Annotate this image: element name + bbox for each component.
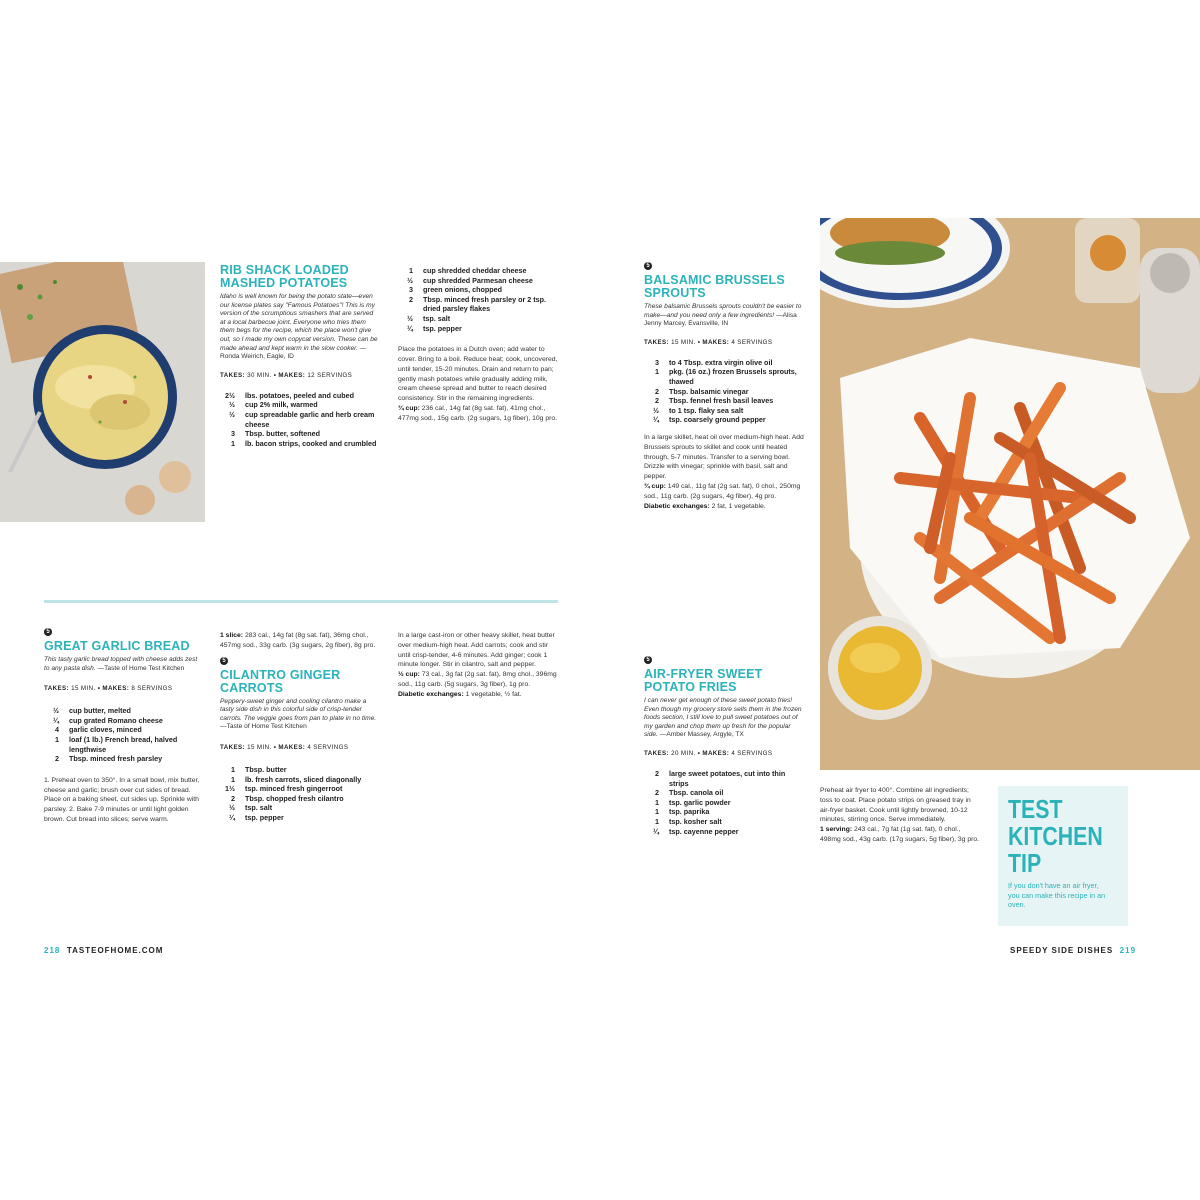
ingredient-text: Tbsp. butter — [245, 764, 287, 774]
ingredient-item — [220, 400, 380, 410]
ingredient-quantity: ¼ — [407, 323, 413, 333]
ingredient-text: tsp. pepper — [245, 812, 284, 822]
ingredient-item — [644, 396, 804, 406]
ingredient-text: tsp. paprika — [669, 807, 710, 817]
quick-recipe-icon: 5 — [220, 657, 228, 665]
nutrition-info: ½ cup: 73 cal., 3g fat (2g sat. fat), 8mg chol., 396mg sod., 11g carb. (5g sugars, 3g fiber), 1g pro. Diabetic exchanges: 1 vegetable, ½ fat. — [398, 671, 557, 698]
mashed-potatoes-photo — [0, 262, 205, 522]
ingredient-text: lb. bacon strips, cooked and crumbled — [245, 438, 377, 448]
ingredient-quantity: ½ — [229, 803, 235, 813]
recipe-title: AIR-FRYER SWEET POTATO FRIES — [644, 667, 763, 694]
tip-heading-line2: KITCHEN — [1008, 821, 1103, 851]
ingredient-quantity: ¼ — [53, 715, 59, 725]
ingredient-item — [44, 706, 204, 716]
ingredient-list — [220, 391, 380, 449]
ingredient-text: garlic cloves, minced — [69, 725, 142, 735]
ingredient-quantity: 1 — [655, 807, 659, 817]
ingredient-text: cup butter, melted — [69, 706, 131, 716]
recipe-title: RIB SHACK LOADED MASHED POTATOES — [220, 263, 349, 290]
tip-heading-line3: TIP — [1008, 848, 1042, 878]
ingredient-quantity: 2 — [231, 793, 235, 803]
ingredient-quantity: ½ — [653, 405, 659, 415]
quick-recipe-icon: 5 — [644, 262, 652, 270]
ingredient-item — [644, 798, 804, 808]
ingredient-text: cup grated Romano cheese — [69, 715, 163, 725]
ingredient-item — [220, 439, 380, 449]
ingredient-quantity: 2½ — [225, 390, 235, 400]
ingredient-item — [398, 266, 558, 276]
ingredient-text: Tbsp. balsamic vinegar — [669, 386, 749, 396]
ingredient-text: tsp. pepper — [423, 323, 462, 333]
ingredient-text: large sweet potatoes, cut into thin strips — [669, 768, 786, 788]
nutrition-info: ¾ cup: 236 cal., 14g fat (8g sat. fat), 41mg chol., 477mg sod., 15g carb. (2g sugars, 1g fiber), 10g pro. — [398, 404, 558, 422]
nutrition-info: ¾ cup: 149 cal., 11g fat (2g sat. fat), 0 chol., 250mg sod., 11g carb. (2g sugars, 4g fiber), 4g pro. Diabetic exchanges: 2 fat, 1 vegetable. — [644, 482, 801, 510]
ingredient-quantity: 2 — [655, 788, 659, 798]
tip-body: If you don't have an air fryer, you can make this recipe in an oven. — [1008, 881, 1106, 910]
ingredient-text: lbs. potatoes, peeled and cubed — [245, 390, 355, 400]
ingredient-quantity: 2 — [655, 386, 659, 396]
ingredient-item — [644, 769, 804, 788]
ingredient-item — [398, 295, 558, 314]
ingredient-item — [644, 358, 804, 368]
ingredient-item — [398, 314, 558, 324]
ingredient-quantity: ¼ — [653, 415, 659, 425]
ingredient-quantity: 2 — [655, 396, 659, 406]
ingredient-item — [644, 406, 804, 416]
ingredient-text: green onions, chopped — [423, 285, 503, 295]
ingredient-item — [644, 367, 804, 386]
ingredient-quantity: 1 — [55, 734, 59, 744]
ingredient-text: Tbsp. butter, softened — [245, 429, 321, 439]
ingredient-quantity: 3 — [409, 285, 413, 295]
ingredient-list — [44, 706, 204, 764]
ingredient-text: lb. fresh carrots, sliced diagonally — [245, 774, 362, 784]
footer-site: TASTEOFHOME.COM — [66, 946, 164, 955]
ingredient-quantity: ¼ — [653, 826, 659, 836]
ingredient-quantity: ½ — [229, 409, 235, 419]
ingredient-text: Tbsp. minced fresh parsley or 2 tsp. dried parsley flakes — [423, 294, 547, 314]
recipe-intro: This tasty garlic bread topped with cheese adds zest to any pasta dish. —Taste of Home Test Kitchen — [44, 656, 198, 672]
ingredient-text: cup 2% milk, warmed — [245, 400, 318, 410]
ingredient-quantity: 2 — [655, 768, 659, 778]
ingredient-item — [644, 415, 804, 425]
ingredient-text: cup shredded Parmesan cheese — [423, 275, 533, 285]
recipe-meta: TAKES: 15 MIN. • MAKES: 4 SERVINGS — [220, 743, 349, 751]
ingredient-quantity: ½ — [53, 706, 59, 716]
nutrition-info: 1 serving: 243 cal., 7g fat (1g sat. fat), 0 chol., 498mg sod., 43g carb. (17g sugars, 5g fiber), 3g pro. — [820, 826, 980, 843]
ingredient-item — [44, 735, 204, 754]
ingredient-text: pkg. (16 oz.) frozen Brussels sprouts, thawed — [669, 367, 797, 386]
ingredient-item — [220, 391, 380, 401]
recipe-method: In a large skillet, heat oil over medium-high heat. Add Brussels sprouts to skillet and cook until heated through, 5-7 minutes. Transfer to a serving bowl. Drizzle with vinegar; sprinkle with basil, salt and pepper. — [644, 433, 804, 481]
ingredient-list — [220, 765, 380, 823]
recipe-title: GREAT GARLIC BREAD — [44, 639, 190, 653]
recipe-meta: TAKES: 15 MIN. • MAKES: 8 SERVINGS — [44, 685, 173, 693]
ingredient-quantity: 1 — [655, 797, 659, 807]
recipe-meta: TAKES: 30 MIN. • MAKES: 12 SERVINGS — [220, 371, 353, 379]
recipe-intro: These balsamic Brussels sprouts couldn't be easier to make—and you need only a few ingredients! —Alisa Jenny Marcey, Evansville, IN — [644, 303, 802, 328]
ingredient-text: Tbsp. fennel fresh basil leaves — [669, 396, 774, 406]
page-number: 218 — [44, 946, 61, 955]
ingredient-quantity: 1 — [409, 266, 413, 275]
ingredient-quantity: 2 — [409, 294, 413, 304]
tip-heading-line1: TEST — [1008, 794, 1063, 824]
ingredient-item — [644, 387, 804, 397]
ingredient-text: to 4 Tbsp. extra virgin olive oil — [669, 357, 773, 367]
ingredient-text: Tbsp. minced fresh parsley — [69, 754, 163, 764]
ingredient-text: tsp. kosher salt — [669, 816, 722, 826]
ingredient-quantity: 1 — [655, 816, 659, 826]
ingredient-item — [44, 716, 204, 726]
ingredient-text: tsp. cayenne pepper — [669, 826, 739, 836]
ingredient-text: loaf (1 lb.) French bread, halved lengthwise — [69, 734, 178, 754]
ingredient-quantity: 1 — [231, 774, 235, 784]
footer-left — [44, 946, 163, 955]
ingredient-quantity: 2 — [55, 754, 59, 764]
ingredient-item — [220, 813, 380, 823]
recipe-method: In a large cast-iron or other heavy skillet, heat butter over medium-high heat. Add carrots; cook and stir until crisp-tender, 4-6 minutes. Add ginger; cook 1 minute longer. Stir in cilantro, salt and pepper. — [398, 632, 555, 669]
ingredient-item — [220, 775, 380, 785]
ingredient-item — [398, 276, 558, 286]
ingredient-quantity: ½ — [229, 400, 235, 410]
ingredient-item — [220, 429, 380, 439]
ingredient-item — [220, 410, 380, 429]
recipe-intro: Peppery-sweet ginger and cooling cilantro make a tasty side dish in this colorful side of crisp-tender carrots. The veggie goes from pan to plate in no time. —Taste of Home Test Kitchen — [220, 697, 377, 731]
ingredient-quantity: ½ — [407, 313, 413, 323]
quick-recipe-icon: 5 — [644, 656, 652, 664]
recipe-title: CILANTRO GINGER CARROTS — [220, 667, 341, 695]
recipe-method: Place the potatoes in a Dutch oven; add water to cover. Bring to a boil. Reduce heat; cook, uncovered, until tender, 15-20 minutes. Drain and return to pan; gently mash potatoes while gradually adding milk, cream cheese spread and butter to reach desired consistency. Stir in the remaining ingredients. — [398, 346, 558, 403]
ingredient-quantity: ½ — [407, 275, 413, 285]
sweet-potato-fries-photo — [820, 218, 1200, 770]
ingredient-quantity: 3 — [655, 357, 659, 367]
ingredient-text: cup shredded cheddar cheese — [423, 266, 527, 275]
ingredient-text: Tbsp. chopped fresh cilantro — [245, 793, 344, 803]
nutrition-info: 1 slice: 283 cal., 14g fat (8g sat. fat), 36mg chol., 457mg sod., 33g carb. (3g sugars, 2g fiber), 8g pro. — [220, 632, 376, 649]
ingredient-item — [644, 827, 804, 837]
section-divider — [44, 600, 558, 603]
ingredient-quantity: 1 — [655, 367, 659, 377]
ingredient-quantity: 1 — [231, 764, 235, 774]
ingredient-quantity: 4 — [55, 725, 59, 735]
ingredient-item — [644, 817, 804, 827]
ingredient-quantity: ¼ — [229, 812, 235, 822]
ingredient-list — [644, 358, 804, 425]
ingredient-text: cup spreadable garlic and herb cream cheese — [245, 409, 375, 429]
footer-section: SPEEDY SIDE DISHES — [1010, 946, 1114, 955]
ingredient-text: tsp. garlic powder — [669, 797, 731, 807]
ingredient-item — [220, 784, 380, 794]
ingredient-text: tsp. salt — [245, 803, 273, 813]
ingredient-text: tsp. salt — [423, 313, 451, 323]
recipe-title: BALSAMIC BRUSSELS SPROUTS — [644, 273, 785, 300]
ingredient-quantity: 1 — [231, 438, 235, 448]
footer-right — [1010, 946, 1136, 955]
page-number: 219 — [1119, 946, 1137, 955]
ingredient-quantity: 1½ — [225, 784, 235, 794]
quick-recipe-icon: 5 — [44, 628, 52, 636]
ingredient-text: to 1 tsp. flaky sea salt — [669, 405, 744, 415]
ingredient-list — [644, 769, 804, 836]
ingredient-item — [44, 754, 204, 764]
ingredient-item — [44, 725, 204, 735]
ingredient-item — [220, 794, 380, 804]
recipe-intro: I can never get enough of these sweet potato fries! Even though my grocery store sells them in the frozen foods section, I still love to pull sweet potatoes out of my garden and chop them up fresh for the popular side. —Amber Massey, Argyle, TX — [644, 697, 802, 739]
recipe-method: Preheat air fryer to 400°. Combine all ingredients; toss to coat. Place potato strips on greased tray in air-fryer basket. Cook until lightly browned, 10-12 minutes, stirring once. Serve immediately. — [820, 787, 971, 824]
ingredient-list — [398, 266, 558, 333]
test-kitchen-tip-box — [998, 786, 1128, 926]
recipe-method: 1. Preheat oven to 350°. In a small bowl, mix butter, cheese and garlic; brush over cut sides of bread. Place on a baking sheet, cut sides up. Sprinkle with parsley. 2. Bake 7-9 minutes or until light golden brown. Cut bread into slices; serve warm. — [44, 776, 200, 823]
ingredient-quantity: 3 — [231, 429, 235, 439]
ingredient-item — [644, 807, 804, 817]
recipe-intro: Idaho is well known for being the potato state—even our license plates say "Famous Potatoes"! This is my version of the scrumptious smashers that are served at a local barbecue joint. Everyone who tries them them begs for the recipe, which the place won't give out, so I made my own copycat version. These can be made ahead and kept warm in the slow cooker. —Ronda Weirich, Eagle, ID — [220, 293, 378, 361]
ingredient-text: tsp. minced fresh gingerroot — [245, 784, 343, 794]
ingredient-item — [644, 788, 804, 798]
ingredient-item — [220, 803, 380, 813]
ingredient-item — [398, 285, 558, 295]
recipe-meta: TAKES: 20 MIN. • MAKES: 4 SERVINGS — [644, 749, 773, 757]
recipe-meta: TAKES: 15 MIN. • MAKES: 4 SERVINGS — [644, 338, 773, 346]
ingredient-item — [220, 765, 380, 775]
ingredient-text: Tbsp. canola oil — [669, 788, 724, 798]
ingredient-text: tsp. coarsely ground pepper — [669, 415, 766, 425]
ingredient-item — [398, 324, 558, 334]
